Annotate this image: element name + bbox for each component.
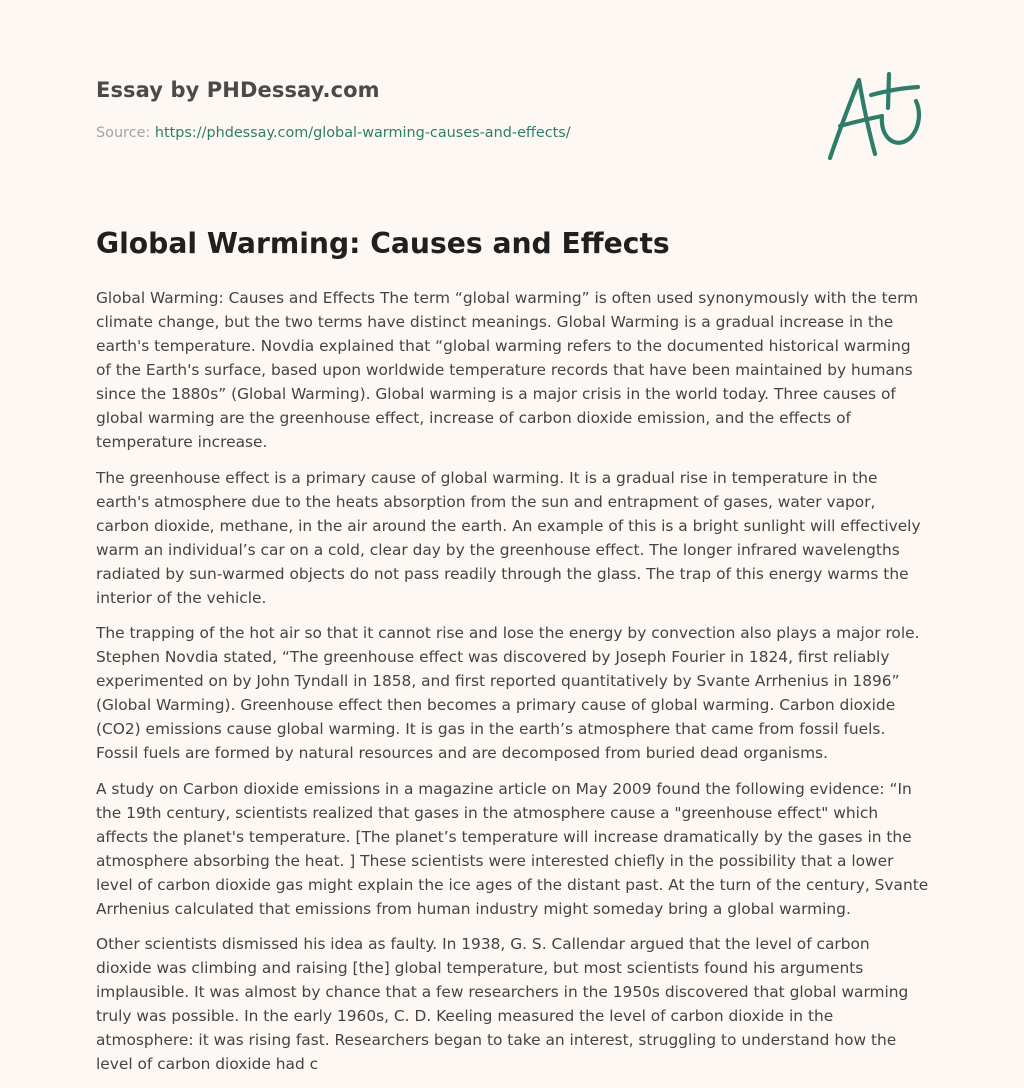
essay-paragraph: A study on Carbon dioxide emissions in a magazine article on May 2009 found the following evidence: “In the 19th century, scientists realized that gases in the atmosphere cause a "greenhouse effect" which affects the planet's temperature. [The planet’s temperature will increase dramatically by the gases in the atmosphere absorbing the heat. ] These scientists were interested chiefly in the possibility that a lower level of carbon dioxide gas might explain the ice ages of the distant past. At the turn of the century, Svante Arrhenius calculated that emissions from human industry might someday bring a global warming. bbox=[96, 779, 929, 918]
essay-paragraph: The greenhouse effect is a primary cause of global warming. It is a gradual rise in temperature in the earth's atmosphere due to the heats absorption from the sun and entrapment of gases, water vapor, carbon dioxide, methane, in the air around the earth. An example of this is a bright sunlight will effectively warm an individual’s car on a cold, clear day by the greenhouse effect. The longer infrared wavelengths radiated by sun-warmed objects do not pass readily through the glass. The trap of this energy warms the interior of the vehicle. bbox=[96, 468, 921, 607]
source-line bbox=[96, 123, 571, 143]
source-link[interactable]: https://phdessay.com/global-warming-causes-and-effects/ bbox=[154, 125, 571, 141]
essay-paragraph: The trapping of the hot air so that it cannot rise and lose the energy by convection also plays a major role. Stephen Novdia stated, “The greenhouse effect was discovered by Joseph Fourier in 1824, first reliably experimented on by John Tyndall in 1858, and first reported quantitatively by Svante Arrhenius in 1896” (Global Warming). Greenhouse effect then becomes a primary cause of global warming. Carbon dioxide (CO2) emissions cause global warming. It is gas in the earth’s atmosphere that came from fossil fuels. Fossil fuels are formed by natural resources and are decomposed from buried dead organisms. bbox=[96, 624, 920, 762]
site-brand-title: Essay by PHDessay.com bbox=[96, 78, 380, 102]
essay-paragraph: Global Warming: Causes and Effects The term “global warming” is often used synonymously with the term climate change, but the two terms have distinct meanings. Global Warming is a gradual increase in the earth's temperature. Novdia explained that “global warming refers to the documented historical warming of the Earth's surface, based upon worldwide temperature records that have been maintained by humans since the 1880s” (Global Warming). Global warming is a major crisis in the world today. Three causes of global warming are the greenhouse effect, increase of carbon dioxide emission, and the effects of temperature increase. bbox=[96, 289, 919, 451]
essay-body bbox=[96, 286, 930, 1088]
essay-title: Global Warming: Causes and Effects bbox=[96, 227, 670, 260]
a-plus-logo-icon bbox=[822, 68, 928, 164]
essay-paragraph: Other scientists dismissed his idea as faulty. In 1938, G. S. Callendar argued that the level of carbon dioxide was climbing and raising [the] global temperature, but most scientists found his arguments implausible. It was almost by chance that a few researchers in the 1950s discovered that global warming truly was possible. In the early 1960s, C. D. Keeling measured the level of carbon dioxide in the atmosphere: it was rising fast. Researchers began to take an interest, struggling to understand how the level of carbon dioxide had c bbox=[96, 935, 909, 1073]
source-label: Source: bbox=[96, 125, 155, 141]
